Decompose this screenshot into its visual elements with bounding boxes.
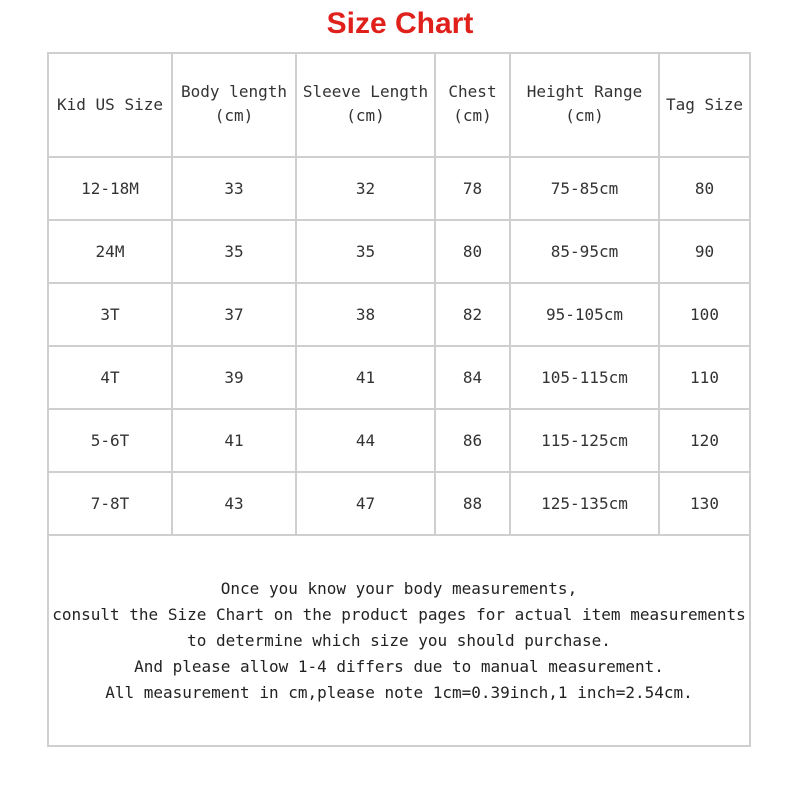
cell-sleeve-length: 47 [296,472,435,535]
header-body-length [172,53,296,157]
cell-tag-size: 90 [659,220,750,283]
size-chart-table [47,52,751,747]
cell-chest: 84 [435,346,510,409]
cell-height-range: 85-95cm [510,220,659,283]
header-label: Sleeve Length [302,82,429,101]
cell-kid-us-size: 24M [48,220,172,283]
cell-kid-us-size: 7-8T [48,472,172,535]
header-kid-us-size [48,53,172,157]
cell-kid-us-size: 5-6T [48,409,172,472]
table-row [48,409,750,472]
header-unit: (cm) [346,106,385,125]
cell-height-range: 95-105cm [510,283,659,346]
header-height-range [510,53,659,157]
table-row [48,157,750,220]
cell-chest: 78 [435,157,510,220]
cell-tag-size: 110 [659,346,750,409]
header-label: Chest [448,82,497,101]
cell-body-length: 35 [172,220,296,283]
cell-chest: 86 [435,409,510,472]
cell-body-length: 39 [172,346,296,409]
note-line: consult the Size Chart on the product pages for actual item measurements [52,604,746,624]
header-unit: (cm) [453,106,492,125]
header-tag-size [659,53,750,157]
cell-kid-us-size: 4T [48,346,172,409]
cell-kid-us-size: 3T [48,283,172,346]
cell-sleeve-length: 35 [296,220,435,283]
header-unit: (cm) [214,106,254,125]
cell-height-range: 125-135cm [510,472,659,535]
table-row [48,472,750,535]
header-label: Kid US Size [57,95,163,114]
cell-sleeve-length: 32 [296,157,435,220]
table-row [48,220,750,283]
cell-height-range: 105-115cm [510,346,659,409]
header-label: Tag Size [665,95,744,114]
notes-row [48,535,750,746]
note-line: All measurement in cm,please note 1cm=0.39inch,1 inch=2.54cm. [105,682,693,702]
cell-sleeve-length: 44 [296,409,435,472]
cell-height-range: 115-125cm [510,409,659,472]
cell-sleeve-length: 41 [296,346,435,409]
header-label: Body length [181,82,287,101]
cell-tag-size: 100 [659,283,750,346]
cell-kid-us-size: 12-18M [48,157,172,220]
cell-body-length: 41 [172,409,296,472]
cell-tag-size: 120 [659,409,750,472]
cell-body-length: 33 [172,157,296,220]
cell-tag-size: 130 [659,472,750,535]
size-chart-title: Size Chart [326,7,474,40]
cell-height-range: 75-85cm [510,157,659,220]
cell-body-length: 43 [172,472,296,535]
note-line: And please allow 1-4 differs due to manual measurement. [134,656,664,676]
table-row [48,346,750,409]
header-sleeve-length [296,53,435,157]
note-line: Once you know your body measurements, [220,578,578,598]
table-header-row [48,53,750,157]
header-unit: (cm) [565,106,604,125]
header-label: Height Range [526,82,643,101]
table-row [48,283,750,346]
header-chest [435,53,510,157]
cell-tag-size: 80 [659,157,750,220]
cell-chest: 82 [435,283,510,346]
cell-sleeve-length: 38 [296,283,435,346]
measurement-notes [48,535,750,746]
cell-chest: 80 [435,220,510,283]
cell-body-length: 37 [172,283,296,346]
cell-chest: 88 [435,472,510,535]
note-line: to determine which size you should purchase. [187,630,611,650]
